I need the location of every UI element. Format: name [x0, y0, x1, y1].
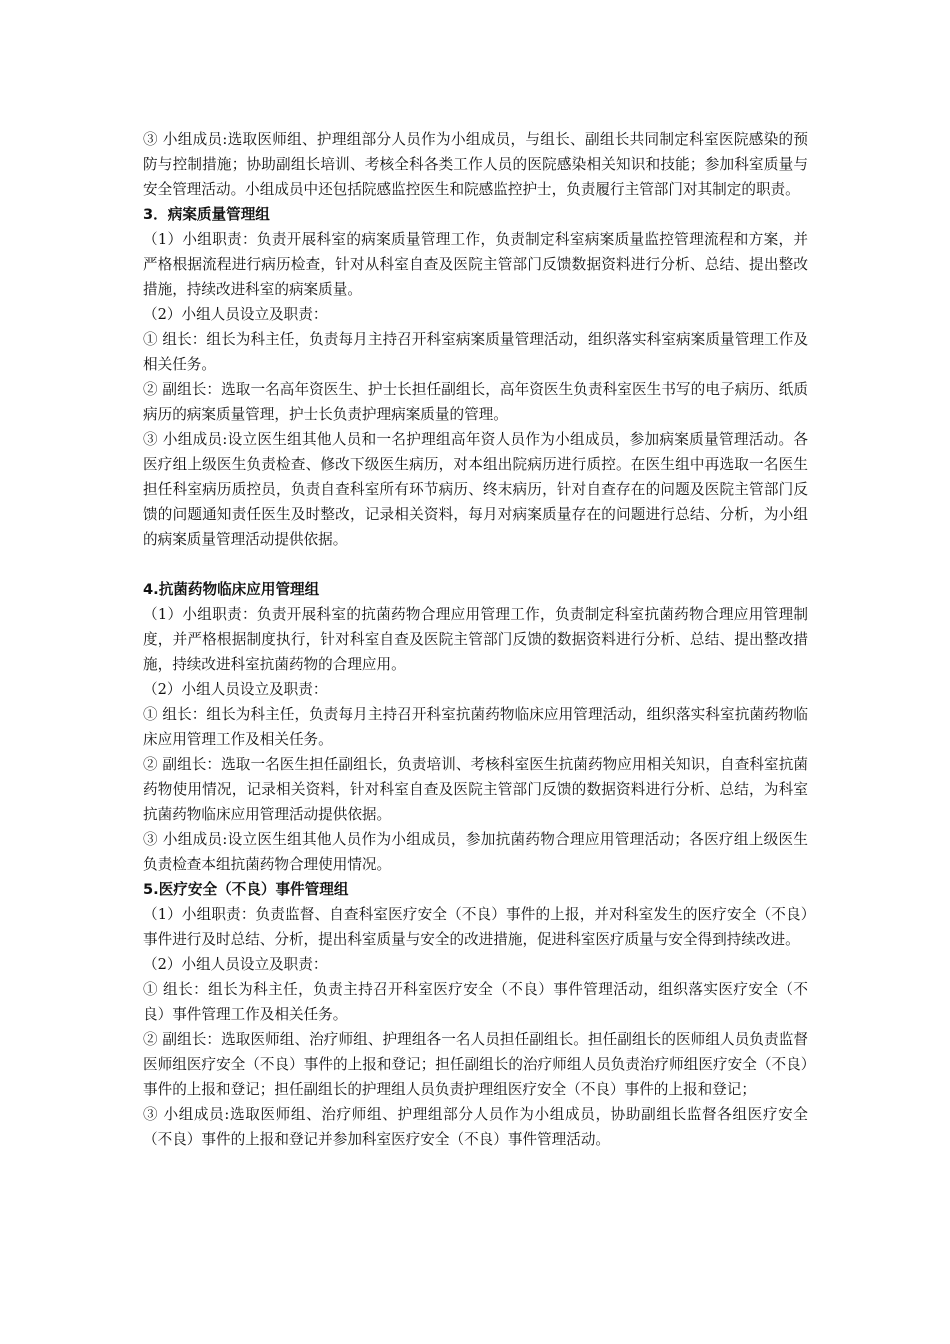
safety-event-group-deputy: ② 副组长：选取医师组、治疗师组、护理组各一名人员担任副组长。担任副组长的医师组人员负责监督医师组医疗安全（不良）事件的上报和登记；担任副组长的治疗师组人员负责治疗师组医疗安全（不良）事件的上报和登记；担任副组长的护理组人员负责护理组医疗安全（不良）事件的上报和登记；: [143, 1031, 808, 1098]
antibiotic-group-duty: （1）小组职责：负责开展科室的抗菌药物合理应用管理工作，负责制定科室抗菌药物合理应用管理制度，并严格根据制度执行，针对科室自查及医院主管部门反馈的数据资料进行分析、总结、提出整改措施，持续改进科室抗菌药物的合理应用。: [143, 606, 808, 673]
medical-record-group-member: ③ 小组成员:设立医生组其他人员和一名护理组高年资人员作为小组成员，参加病案质量管理活动。各医疗组上级医生负责检查、修改下级医生病历，对本组出院病历进行质控。在医生组中再选取一名医生担任科室病历质控员，负责自查科室所有环节病历、终末病历，针对自查存在的问题及医院主管部门反馈的问题通知责任医生及时整改，记录相关资料，每月对病案质量存在的问题进行总结、分析，为小组的病案质量管理活动提供依据。: [143, 431, 808, 548]
antibiotic-group-setup: （2）小组人员设立及职责：: [143, 681, 328, 698]
document-body: [143, 127, 808, 1152]
medical-record-group-heading: 3．病案质量管理组: [143, 206, 270, 223]
antibiotic-group-leader: ① 组长：组长为科主任，负责每月主持召开科室抗菌药物临床应用管理活动，组织落实科室抗菌药物临床应用管理工作及相关任务。: [143, 706, 808, 748]
infection-group-member-paragraph: ③ 小组成员:选取医师组、护理组部分人员作为小组成员，与组长、副组长共同制定科室医院感染的预防与控制措施；协助副组长培训、考核全科各类工作人员的医院感染相关知识和技能；参加科室质量与安全管理活动。小组成员中还包括院感监控医生和院感监控护士，负责履行主管部门对其制定的职责。: [143, 131, 808, 198]
medical-record-group-leader: ① 组长：组长为科主任，负责每月主持召开科室病案质量管理活动，组织落实科室病案质量管理工作及相关任务。: [143, 331, 808, 373]
antibiotic-group-member: ③ 小组成员:设立医生组其他人员作为小组成员，参加抗菌药物合理应用管理活动；各医疗组上级医生负责检查本组抗菌药物合理使用情况。: [143, 831, 808, 873]
safety-event-group-heading: 5.医疗安全（不良）事件管理组: [143, 881, 349, 898]
safety-event-group-member: ③ 小组成员:选取医师组、治疗师组、护理组部分人员作为小组成员，协助副组长监督各组医疗安全（不良）事件的上报和登记并参加科室医疗安全（不良）事件管理活动。: [143, 1106, 808, 1148]
antibiotic-group-deputy: ② 副组长：选取一名医生担任副组长，负责培训、考核科室医生抗菌药物应用相关知识，自查科室抗菌药物使用情况，记录相关资料，针对科室自查及医院主管部门反馈的数据资料进行分析、总结，为科室抗菌药物临床应用管理活动提供依据。: [143, 756, 808, 823]
medical-record-group-setup: （2）小组人员设立及职责：: [143, 306, 328, 323]
section-spacer: [143, 552, 808, 577]
antibiotic-group-heading: 4.抗菌药物临床应用管理组: [143, 581, 320, 598]
medical-record-group-duty: （1）小组职责：负责开展科室的病案质量管理工作，负责制定科室病案质量监控管理流程和方案，并严格根据流程进行病历检查，针对从科室自查及医院主管部门反馈数据资料进行分析、总结、提出整改措施，持续改进科室的病案质量。: [143, 231, 808, 298]
safety-event-group-leader: ① 组长：组长为科主任，负责主持召开科室医疗安全（不良）事件管理活动，组织落实医疗安全（不良）事件管理工作及相关任务。: [143, 981, 808, 1023]
safety-event-group-setup: （2）小组人员设立及职责：: [143, 956, 328, 973]
medical-record-group-deputy: ② 副组长：选取一名高年资医生、护士长担任副组长，高年资医生负责科室医生书写的电子病历、纸质病历的病案质量管理，护士长负责护理病案质量的管理。: [143, 381, 808, 423]
safety-event-group-duty: （1）小组职责：负责监督、自查科室医疗安全（不良）事件的上报，并对科室发生的医疗安全（不良）事件进行及时总结、分析，提出科室质量与安全的改进措施，促进科室医疗质量与安全得到持续改进。: [143, 906, 808, 948]
